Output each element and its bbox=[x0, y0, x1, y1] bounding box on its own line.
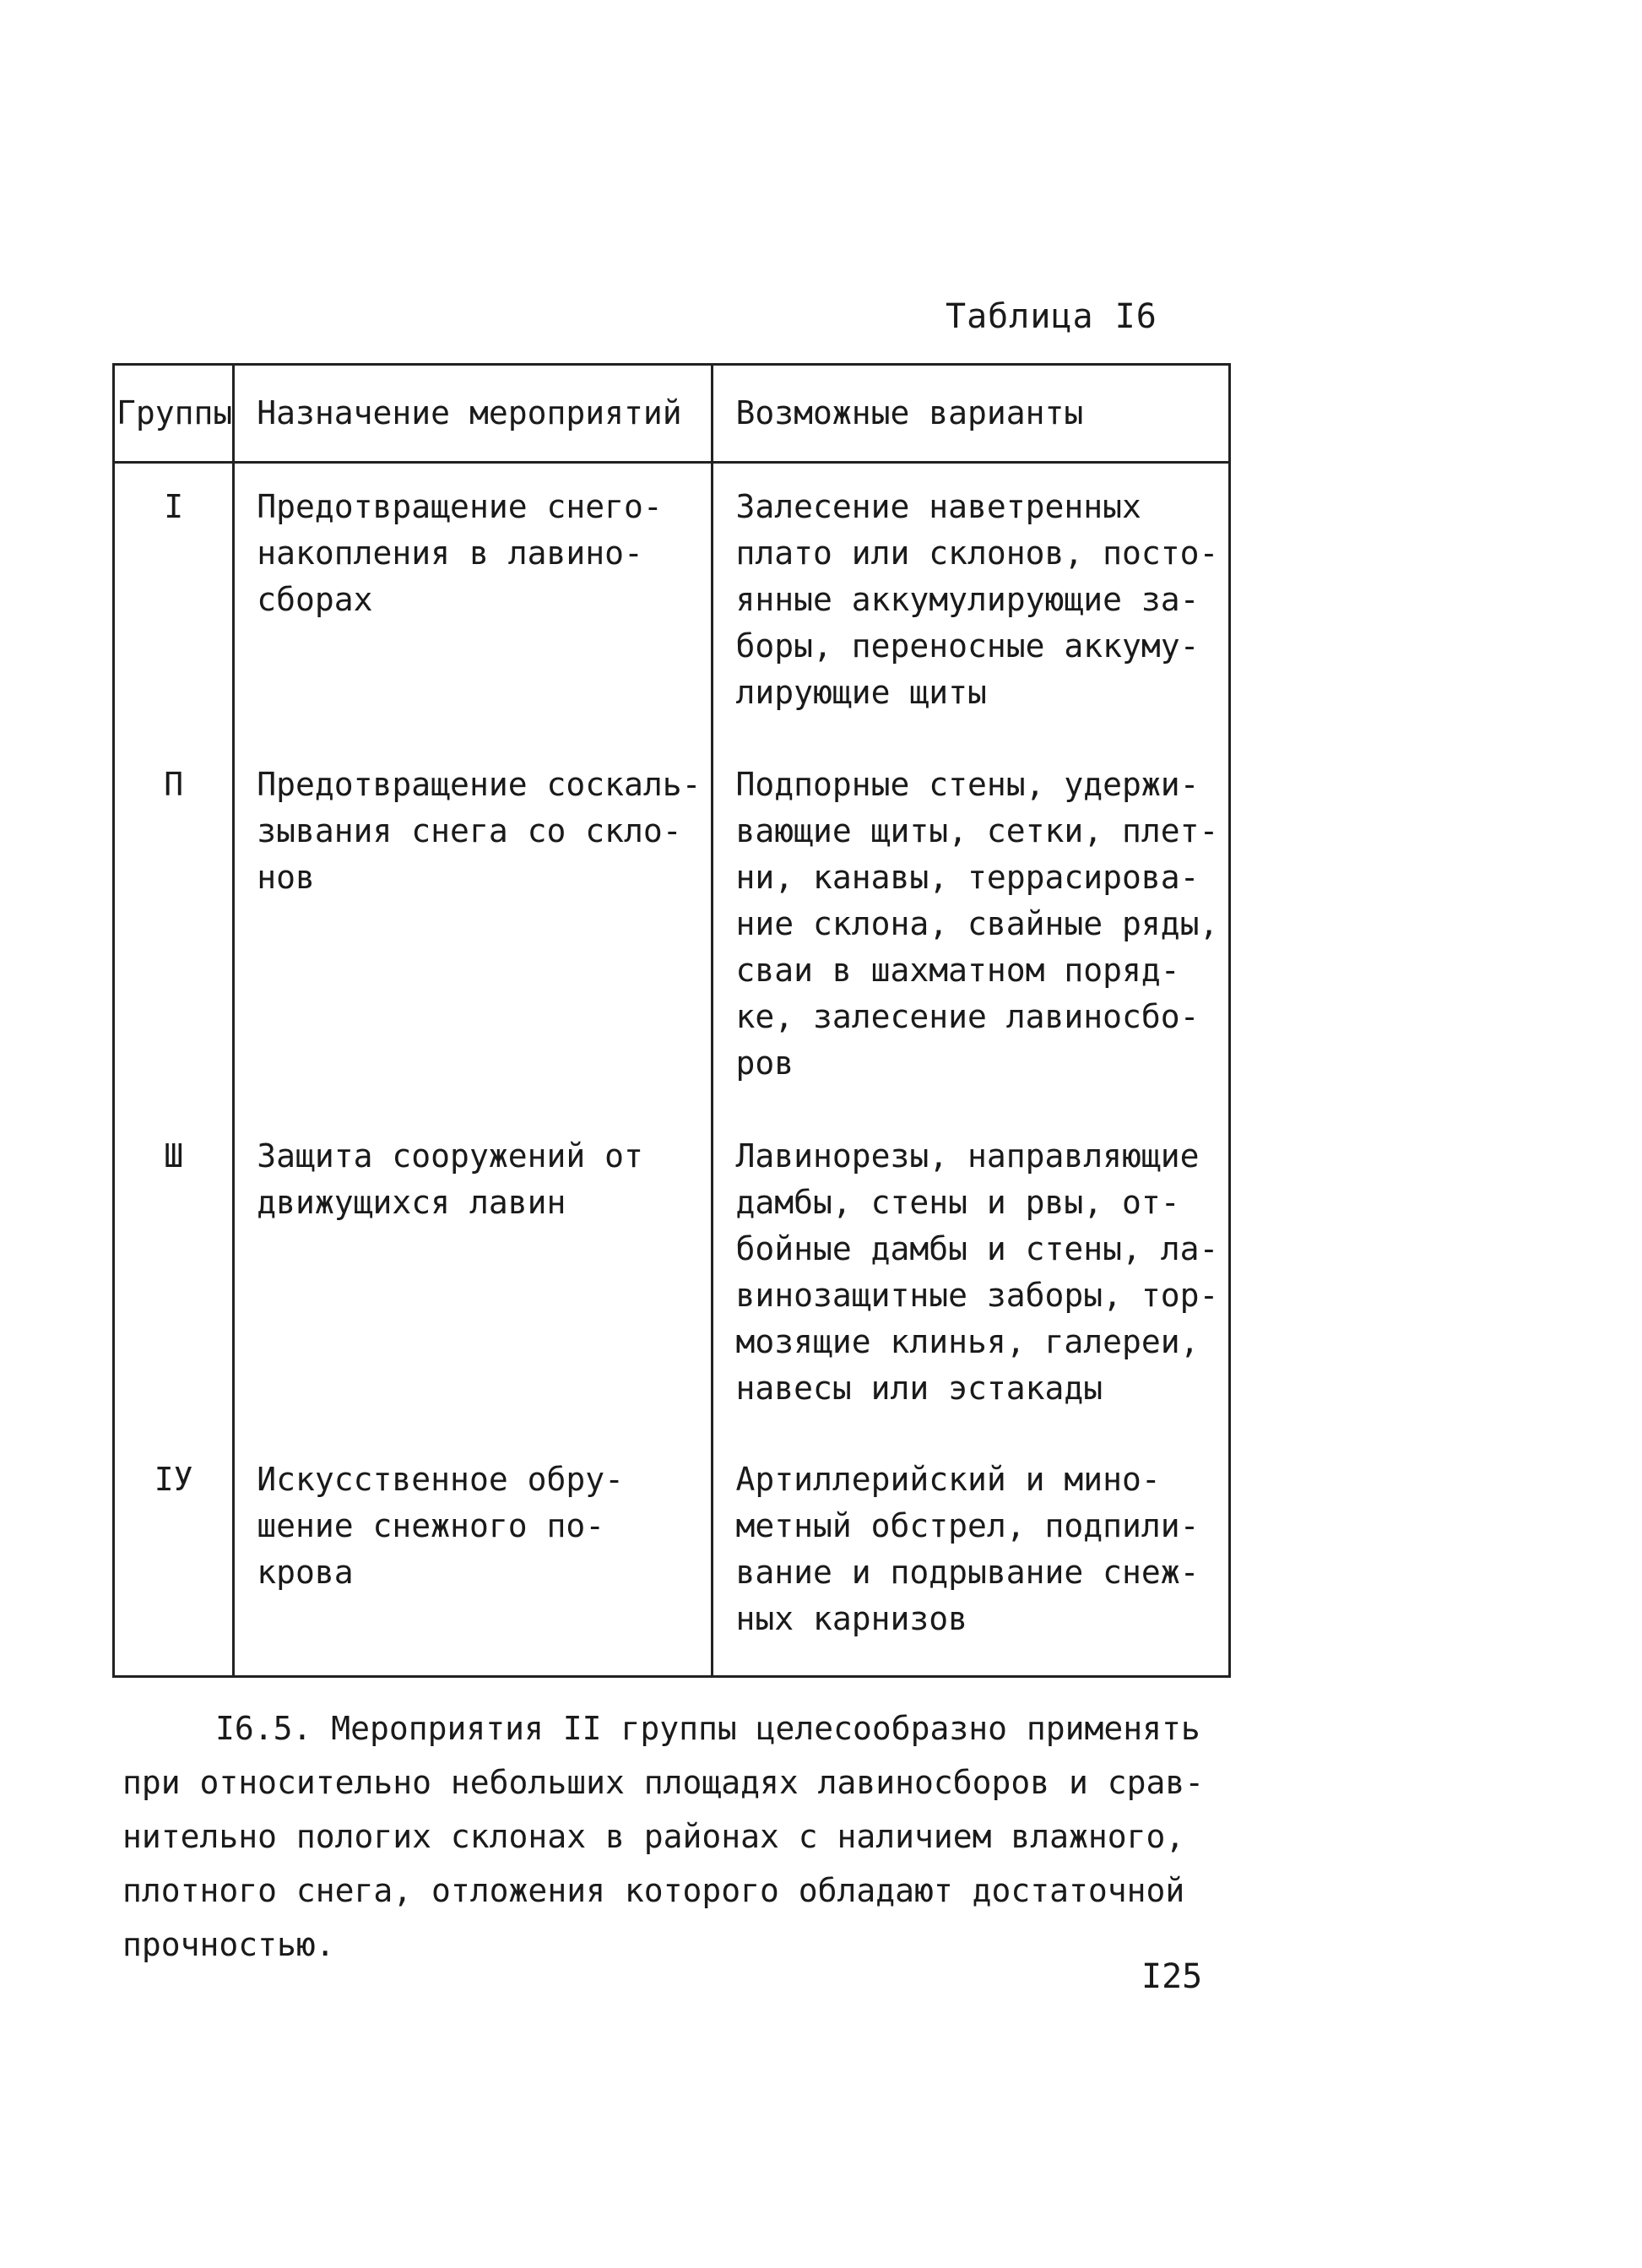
variants-line: ке, залесение лавиносбо- bbox=[735, 997, 1200, 1035]
variants-line: ние склона, свайные ряды, bbox=[735, 904, 1219, 942]
purpose-line: Предотвращение снего- bbox=[257, 488, 663, 525]
purpose-line: шение снежного по- bbox=[257, 1506, 605, 1544]
purpose-line: зывания снега со скло- bbox=[257, 811, 682, 849]
paragraph-line: прочностью. bbox=[122, 1926, 335, 1963]
paragraph-line: I6.5. Мероприятия II группы целесообразно применять bbox=[215, 1710, 1200, 1747]
variants-line: вание и подрывание снеж- bbox=[735, 1553, 1200, 1591]
header-groups: Группы bbox=[114, 365, 234, 463]
variants-line: Залесение наветренных bbox=[735, 488, 1141, 525]
paragraph-line: при относительно небольших площадях лавиносборов и срав- bbox=[122, 1764, 1205, 1801]
variants-line: ных карнизов bbox=[735, 1599, 968, 1637]
group-cell: I bbox=[114, 463, 234, 741]
purpose-cell bbox=[234, 1113, 713, 1436]
variants-line: янные аккумулирующие за- bbox=[735, 581, 1200, 618]
variants-line: бойные дамбы и стены, ла- bbox=[735, 1229, 1219, 1267]
body-paragraph bbox=[122, 1701, 1205, 1972]
variants-line: ни, канавы, террасирова- bbox=[735, 858, 1200, 896]
purpose-line: нов bbox=[257, 858, 315, 896]
variants-cell bbox=[713, 1113, 1230, 1436]
purpose-line: сборах bbox=[257, 581, 373, 618]
paragraph-line: плотного снега, отложения которого обладают достаточной bbox=[122, 1872, 1185, 1909]
purpose-cell bbox=[234, 463, 713, 741]
purpose-cell bbox=[234, 741, 713, 1113]
variants-line: лирующие щиты bbox=[735, 674, 987, 711]
variants-line: вающие щиты, сетки, плет- bbox=[735, 811, 1219, 849]
variants-line: боры, переносные аккуму- bbox=[735, 627, 1200, 665]
group-cell: Ш bbox=[114, 1113, 234, 1436]
purpose-line: крова bbox=[257, 1553, 354, 1591]
table-row bbox=[114, 1113, 1230, 1436]
variants-cell bbox=[713, 1436, 1230, 1677]
variants-line: Лавинорезы, направляющие bbox=[735, 1137, 1200, 1175]
purpose-line: накопления в лавино- bbox=[257, 534, 643, 572]
variants-line: Подпорные стены, удержи- bbox=[735, 765, 1200, 803]
table-caption: Таблица I6 bbox=[946, 297, 1157, 336]
purpose-line: движущихся лавин bbox=[257, 1183, 566, 1221]
group-cell: П bbox=[114, 741, 234, 1113]
variants-line: навесы или эстакады bbox=[735, 1369, 1103, 1407]
table-row bbox=[114, 463, 1230, 741]
variants-cell bbox=[713, 463, 1230, 741]
table-row bbox=[114, 741, 1230, 1113]
measures-table bbox=[112, 363, 1231, 1678]
variants-line: метный обстрел, подпили- bbox=[735, 1506, 1200, 1544]
purpose-cell bbox=[234, 1436, 713, 1677]
variants-line: сваи в шахматном поряд- bbox=[735, 951, 1180, 989]
variants-line: мозящие клинья, галереи, bbox=[735, 1322, 1200, 1360]
variants-cell bbox=[713, 741, 1230, 1113]
variants-line: Артиллерийский и мино- bbox=[735, 1460, 1161, 1498]
table-header-row bbox=[114, 365, 1230, 463]
variants-line: ров bbox=[735, 1044, 794, 1082]
variants-line: плато или склонов, посто- bbox=[735, 534, 1219, 572]
table-row bbox=[114, 1436, 1230, 1677]
group-cell: IУ bbox=[114, 1436, 234, 1677]
variants-line: дамбы, стены и рвы, от- bbox=[735, 1183, 1180, 1221]
paragraph-line: нительно пологих склонах в районах с наличием влажного, bbox=[122, 1818, 1185, 1855]
header-variants: Возможные варианты bbox=[713, 365, 1230, 463]
variants-line: винозащитные заборы, тор- bbox=[735, 1276, 1219, 1314]
page-number: I25 bbox=[1141, 1957, 1203, 1996]
header-purpose: Назначение мероприятий bbox=[234, 365, 713, 463]
purpose-line: Защита сооружений от bbox=[257, 1137, 643, 1175]
purpose-line: Предотвращение соскаль- bbox=[257, 765, 702, 803]
purpose-line: Искусственное обру- bbox=[257, 1460, 624, 1498]
